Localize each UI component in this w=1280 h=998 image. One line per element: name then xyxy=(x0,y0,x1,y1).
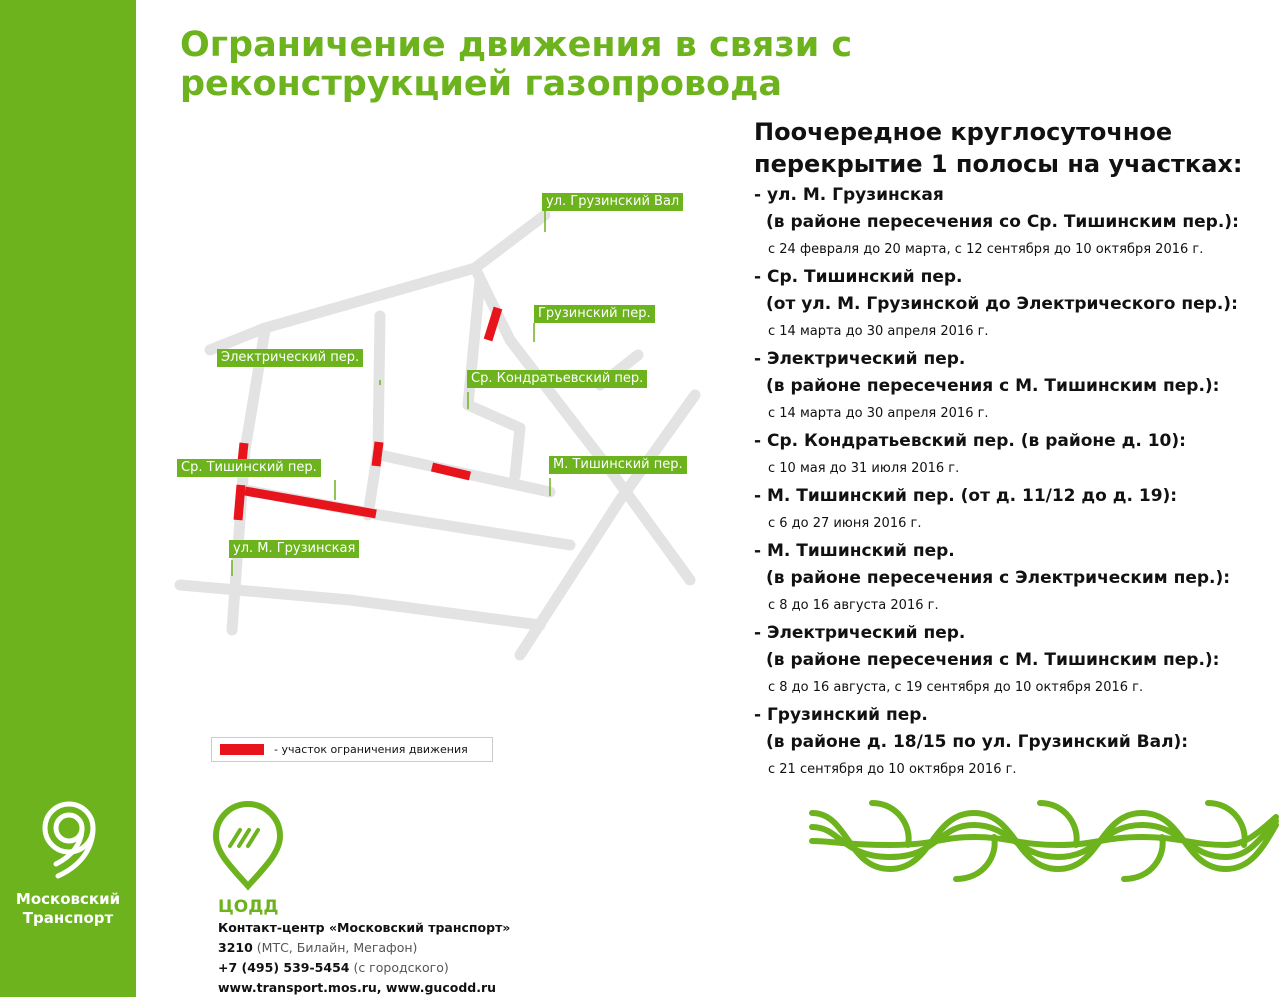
closure-elektrichesky xyxy=(376,442,379,466)
section-street: - М. Тишинский пер. (от д. 11/12 до д. 19): xyxy=(754,486,1178,506)
section-dates: с 14 марта до 30 апреля 2016 г. xyxy=(768,324,989,339)
short-phone-note: (МТС, Билайн, Мегафон) xyxy=(256,940,418,955)
contact-center: Контакт-центр «Московский транспорт» xyxy=(218,920,511,935)
section-place: (в районе д. 18/15 по ул. Грузинский Вал): xyxy=(766,732,1189,752)
websites: www.transport.mos.ru, www.gucodd.ru xyxy=(218,980,497,995)
map-label-m-tishinsky: М. Тишинский пер. xyxy=(549,456,687,474)
closure-gruzinsky xyxy=(488,308,498,340)
city-phone-note: (с городского) xyxy=(353,960,449,975)
street-map xyxy=(170,180,730,680)
info-heading: Поочередное круглосуточное перекрытие 1 полосы на участках: xyxy=(754,118,1243,178)
decorative-wave-icon xyxy=(808,795,1280,887)
section-dates: с 6 до 27 июня 2016 г. xyxy=(768,516,922,531)
codd-title: ЦОДД xyxy=(218,897,279,917)
section-5 xyxy=(754,483,1274,538)
section-street: - Ср. Кондратьевский пер. (в районе д. 10): xyxy=(754,431,1186,451)
closure-sr-tishinsky xyxy=(245,491,376,514)
codd-logo-icon xyxy=(210,800,286,892)
legend-text: - участок ограничения движения xyxy=(274,743,468,756)
legend-red-swatch xyxy=(220,744,264,755)
section-street: - Электрический пер. xyxy=(754,623,966,643)
section-place: (в районе пересечения со Ср. Тишинским пер.): xyxy=(766,212,1239,232)
section-dates: с 24 февраля до 20 марта, с 12 сентября до 10 октября 2016 г. xyxy=(768,242,1204,257)
section-street: - М. Тишинский пер. xyxy=(754,541,955,561)
map-label-sr-tishinsky: Ср. Тишинский пер. xyxy=(177,459,321,477)
contact-block xyxy=(218,896,510,998)
section-place: (в районе пересечения с М. Тишинским пер.): xyxy=(766,650,1220,670)
city-phone: +7 (495) 539-5454 xyxy=(218,960,350,975)
section-3 xyxy=(754,346,1274,428)
short-phone: 3210 xyxy=(218,940,253,955)
section-place: (в районе пересечения с Электрическим пер.): xyxy=(766,568,1231,588)
section-street: - Грузинский пер. xyxy=(754,705,928,725)
section-dates: с 8 до 16 августа 2016 г. xyxy=(768,598,939,613)
section-7 xyxy=(754,620,1274,702)
section-dates: с 21 сентября до 10 октября 2016 г. xyxy=(768,762,1017,777)
section-street: - ул. М. Грузинская xyxy=(754,185,944,205)
section-street: - Ср. Тишинский пер. xyxy=(754,267,963,287)
closure-m-gruzinskaya-south xyxy=(238,485,241,520)
section-1 xyxy=(754,182,1274,264)
section-street: - Электрический пер. xyxy=(754,349,966,369)
restrictions-info xyxy=(754,116,1274,784)
section-2 xyxy=(754,264,1274,346)
section-place: (в районе пересечения с М. Тишинским пер.): xyxy=(766,376,1220,396)
sidebar xyxy=(0,0,136,997)
logo-text xyxy=(0,890,136,928)
map-label-elektrichesky: Электрический пер. xyxy=(217,349,363,367)
section-6 xyxy=(754,538,1274,620)
map-label-m-gruzinskaya: ул. М. Грузинская xyxy=(229,540,359,558)
map-legend xyxy=(211,737,493,762)
section-dates: с 10 мая до 31 июля 2016 г. xyxy=(768,461,960,476)
logo-text-line2: Транспорт xyxy=(22,909,114,927)
section-8 xyxy=(754,702,1274,784)
logo-text-line1: Московский xyxy=(15,890,121,908)
section-dates: с 8 до 16 августа, с 19 сентября до 10 октября 2016 г. xyxy=(768,680,1144,695)
map-label-gruzinsky-per: Грузинский пер. xyxy=(534,305,655,323)
map-roads xyxy=(170,180,730,680)
map-label-gruzinsky-val: ул. Грузинский Вал xyxy=(542,193,683,211)
moscow-transport-logo-icon xyxy=(34,800,104,880)
map-label-sr-kondratyevsky: Ср. Кондратьевский пер. xyxy=(467,370,647,388)
section-4 xyxy=(754,428,1274,483)
page-title: Ограничение движения в связи с реконструкцией газопровода xyxy=(180,25,853,104)
section-place: (от ул. М. Грузинской до Электрического пер.): xyxy=(766,294,1238,314)
section-dates: с 14 марта до 30 апреля 2016 г. xyxy=(768,406,989,421)
